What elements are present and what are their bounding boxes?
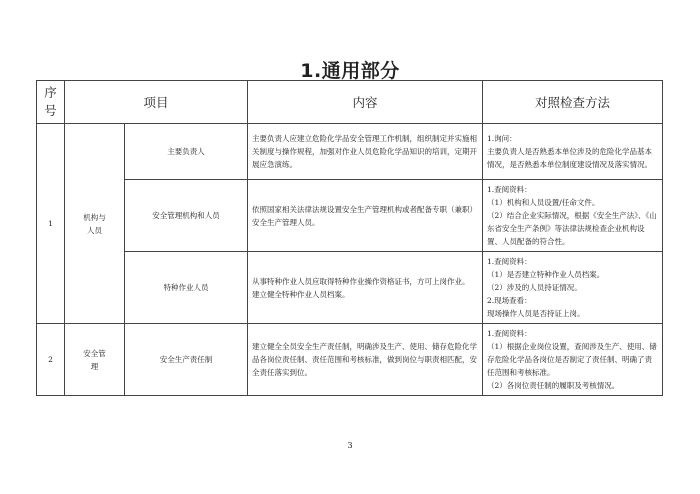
row-method: 1.查阅资料： （1）根据企业岗位设置，查阅涉及生产、使用、储存危险化学品各岗位是否制定了责任制、明确了责任范围和考核标准。 （2）各岗位责任制的履职及考核情况。	[483, 324, 663, 396]
header-content: 内容	[248, 81, 483, 124]
row-item: 特种作业人员	[125, 252, 248, 324]
row-method: 1.查阅资料： （1）机构和人员设置/任命文件。 （2）结合企业实际情况，根据《安全生产法》、《山东省安全生产条例》等法律法规检查企业机构设置、人员配备的符合性。	[483, 180, 663, 252]
row-method: 1.询问： 主要负责人是否熟悉本单位涉及的危险化学品基本情况，是否熟悉本单位制度建设情况及落实情况。	[483, 124, 663, 180]
row-seq: 2	[37, 324, 65, 396]
row-method: 1.查阅资料： （1）是否建立特种作业人员档案。 （2）涉及的人员持证情况。 2.现场查看： 现场操作人员是否持证上岗。	[483, 252, 663, 324]
page-title: 1.通用部分	[300, 60, 400, 82]
row-category: 安全管 理	[65, 324, 125, 396]
row-item: 安全生产责任制	[125, 324, 248, 396]
row-category: 机构与 人员	[65, 124, 125, 324]
table-row	[37, 180, 663, 252]
header-seq: 序 号	[37, 81, 65, 124]
row-content: 建立健全全员安全生产责任制，明确涉及生产、使用、储存危险化学品各岗位责任制、责任范围和考核标准，做到岗位与职责相匹配，安全责任落实到位。	[248, 324, 483, 396]
table-row	[37, 324, 663, 396]
table-row	[37, 252, 663, 324]
row-item: 安全管理机构和人员	[125, 180, 248, 252]
row-seq: 1	[37, 124, 65, 324]
row-content: 从事特种作业人员应取得特种作业操作资格证书，方可上岗作业。 建立健全特种作业人员档案。	[248, 252, 483, 324]
inspection-table	[36, 80, 663, 396]
header-method: 对照检查方法	[483, 81, 663, 124]
table-header-row	[37, 81, 663, 124]
header-item: 项目	[65, 81, 248, 124]
row-content: 主要负责人应建立危险化学品安全管理工作机制，组织制定并实施相关制度与操作规程，加强对作业人员危险化学品知识的培训，定期开展应急演练。	[248, 124, 483, 180]
table-row	[37, 124, 663, 180]
row-content: 依照国家相关法律法规设置安全生产管理机构或者配备专职（兼职）安全生产管理人员。	[248, 180, 483, 252]
page-number: 3	[347, 441, 353, 450]
row-item: 主要负责人	[125, 124, 248, 180]
